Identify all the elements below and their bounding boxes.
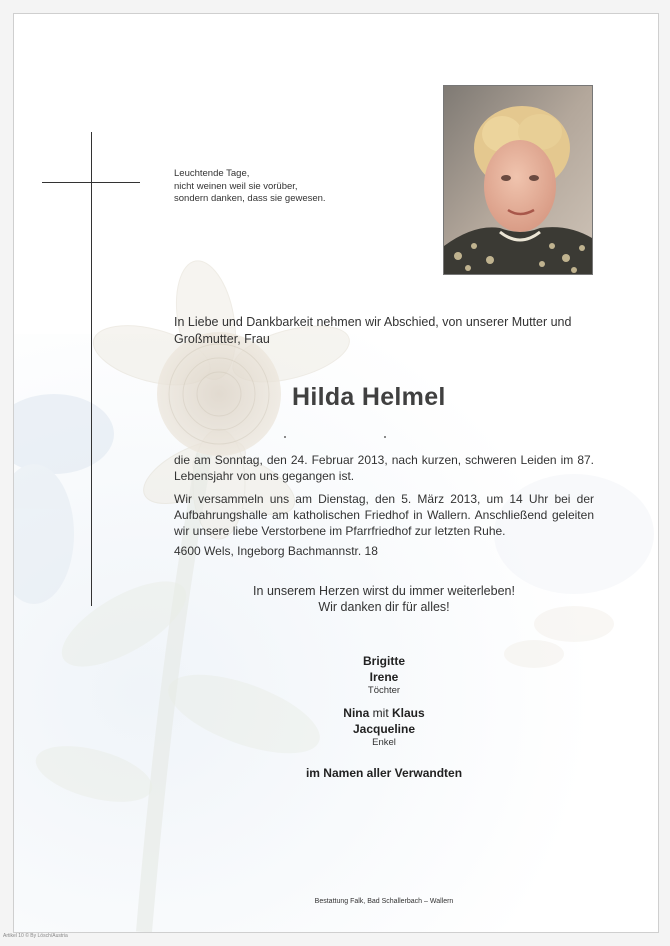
relation-label: Töchter bbox=[367, 685, 401, 696]
closing-line: In unserem Herzen wirst du immer weiterleben! bbox=[253, 584, 515, 598]
mourner-name: Nina bbox=[343, 706, 370, 720]
mourner-names-row bbox=[174, 705, 594, 721]
undertaker-credit: Bestattung Falk, Bad Schallerbach – Wallern bbox=[314, 898, 454, 905]
relation-label: Enkel bbox=[372, 737, 396, 748]
memorial-quote bbox=[174, 168, 434, 206]
funeral-notice: Wir versammeln uns am Dienstag, den 5. März 2013, um 14 Uhr bei der Aufbahrungshalle am katholischen Friedhof in Wallern. Anschließend geleiten wir unsere liebe Verstorbene im Pfarrfriedhof zur letzten Ruhe. bbox=[174, 492, 594, 538]
closing-words bbox=[174, 583, 594, 615]
connector-word: mit bbox=[372, 706, 389, 720]
family-address: 4600 Wels, Ingeborg Bachmannstr. 18 bbox=[174, 544, 378, 558]
decorative-dot bbox=[384, 436, 386, 438]
quote-line: sondern danken, dass sie gewesen. bbox=[174, 193, 326, 204]
deceased-name: Hilda Helmel bbox=[292, 383, 446, 411]
intro-text: In Liebe und Dankbarkeit nehmen wir Abschied, von unserer Mutter und Großmutter, Frau bbox=[174, 315, 572, 346]
mourner-name: Brigitte bbox=[363, 654, 405, 668]
obituary-page bbox=[13, 13, 659, 933]
quote-line: nicht weinen weil sie vorüber, bbox=[174, 180, 298, 192]
cross-vertical-bar bbox=[91, 132, 92, 606]
portrait-photo bbox=[443, 85, 593, 275]
all-relatives-line: im Namen aller Verwandten bbox=[305, 766, 463, 780]
mourner-name: Klaus bbox=[392, 706, 425, 720]
mourner-name: Irene bbox=[369, 670, 399, 684]
mourner-name: Jacqueline bbox=[352, 722, 416, 736]
death-notice: die am Sonntag, den 24. Februar 2013, nach kurzen, schweren Leiden im 87. Lebensjahr von uns gegangen ist. bbox=[174, 453, 594, 483]
quote-line: Leuchtende Tage, bbox=[174, 168, 250, 179]
daughters-block bbox=[174, 653, 594, 697]
closing-line: Wir danken dir für alles! bbox=[318, 600, 450, 614]
cross-horizontal-bar bbox=[42, 182, 140, 183]
decorative-dot bbox=[284, 436, 286, 438]
footer-credit: Artikel 10 © By Lösch/Austria bbox=[3, 933, 68, 939]
grandchildren-block bbox=[174, 705, 594, 749]
